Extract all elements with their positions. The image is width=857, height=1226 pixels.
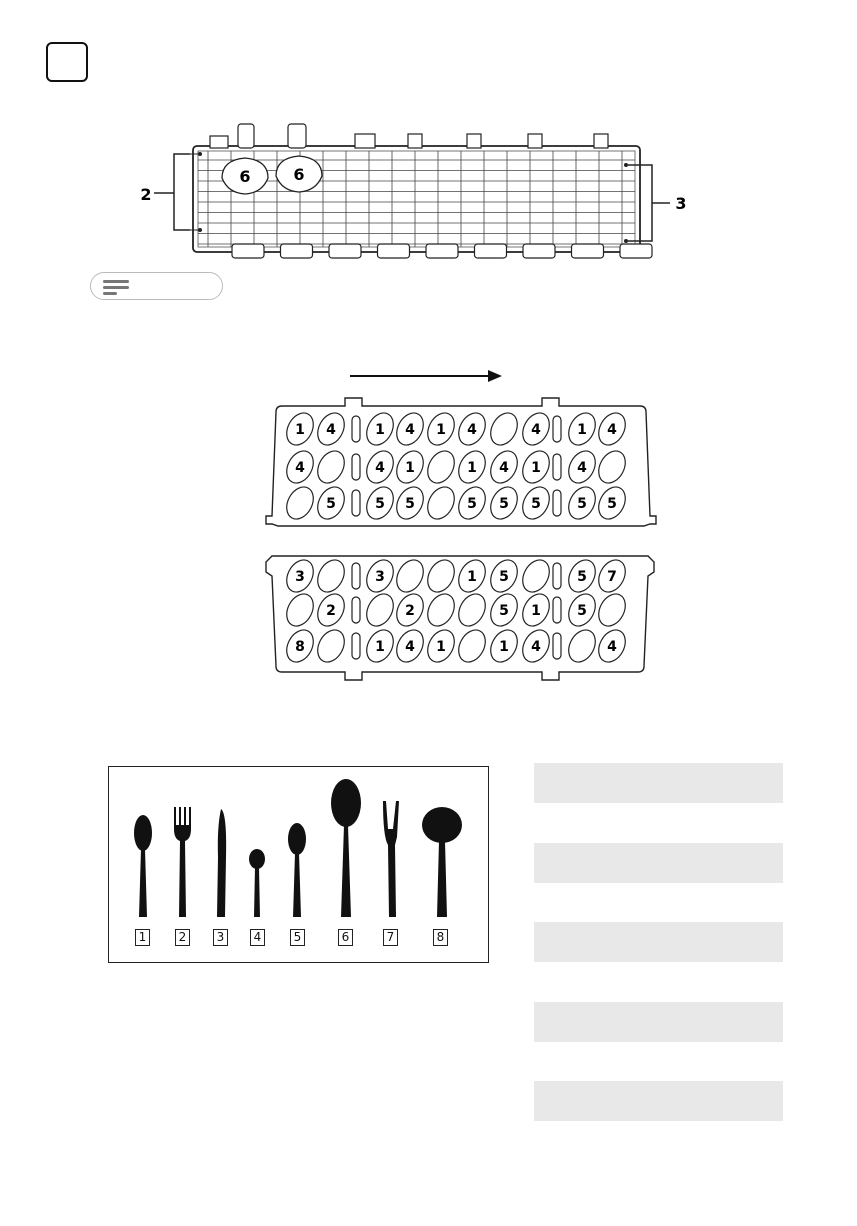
knife-icon: [217, 809, 226, 917]
lower-tray-cell-label: 5: [577, 603, 587, 619]
upper-tray-cell-label: 1: [531, 460, 541, 476]
lower-tray-cell-label: 2: [326, 603, 336, 619]
upper-tray-slot: [352, 490, 360, 516]
teaspoon-icon: [249, 849, 265, 917]
tray-diagram: [0, 380, 857, 710]
upper-tray-cell-label: 5: [531, 496, 541, 512]
upper-tray-slot: [553, 454, 561, 480]
egg-label-1: 6: [239, 167, 251, 186]
carving-fork-icon: [383, 801, 399, 917]
legend-number-3: 3: [213, 929, 228, 946]
upper-tray-cell-label: 4: [577, 460, 587, 476]
serving-spoon-icon: [331, 779, 361, 917]
lower-tray-cell-label: 3: [375, 569, 385, 585]
lower-tray-cell-label: 1: [499, 639, 509, 655]
upper-tray-cell-label: 5: [467, 496, 477, 512]
upper-tray-cell-label: 1: [577, 422, 587, 438]
lower-tray-cell-label: 4: [531, 639, 541, 655]
upper-tray-cell-label: 4: [375, 460, 385, 476]
legend-number-4: 4: [250, 929, 265, 946]
lower-tray-cell-label: 5: [499, 569, 509, 585]
upper-tray-cell-label: 4: [295, 460, 305, 476]
legend-number-6: 6: [338, 929, 353, 946]
legend-number-7: 7: [383, 929, 398, 946]
lower-tray-cell-label: 4: [607, 639, 617, 655]
egg-label-2: 6: [293, 165, 305, 184]
upper-tray-cell-label: 4: [467, 422, 477, 438]
upper-tray-cell-label: 4: [607, 422, 617, 438]
upper-tray-cell-label: 4: [499, 460, 509, 476]
lower-tray-slot: [352, 597, 360, 623]
text-placeholder-bar-3: [534, 922, 783, 962]
lower-tray-cell-label: 3: [295, 569, 305, 585]
upper-tray-cell-label: 4: [326, 422, 336, 438]
upper-tray-cell-label: 1: [436, 422, 446, 438]
lower-tray-cell-label: 7: [607, 569, 617, 585]
upper-tray-cell-label: 4: [405, 422, 415, 438]
basket-top-view: [0, 0, 857, 310]
upper-tray-cell-label: 5: [577, 496, 587, 512]
lower-tray-cell-label: 1: [375, 639, 385, 655]
cutlery-legend: [108, 766, 489, 963]
lower-tray-cell-label: 5: [499, 603, 509, 619]
soup-spoon-icon: [134, 815, 152, 917]
upper-tray-cell-label: 1: [375, 422, 385, 438]
text-placeholder-bar-5: [534, 1081, 783, 1121]
upper-tray-slot: [352, 416, 360, 442]
fork-icon: [174, 807, 191, 917]
lower-tray-cell-label: 1: [467, 569, 477, 585]
text-placeholder-bar-1: [534, 763, 783, 803]
callout-label-right: 3: [675, 194, 687, 213]
upper-tray-cell-label: 4: [531, 422, 541, 438]
text-placeholder-bar-2: [534, 843, 783, 883]
dessert-spoon-icon: [288, 823, 306, 917]
lower-tray-cell-label: 1: [436, 639, 446, 655]
upper-tray-cell-label: 1: [295, 422, 305, 438]
note-indicator: [90, 272, 223, 300]
legend-number-1: 1: [135, 929, 150, 946]
legend-number-5: 5: [290, 929, 305, 946]
lower-tray-slot: [352, 633, 360, 659]
lower-tray-slot: [553, 563, 561, 589]
upper-tray-slot: [553, 490, 561, 516]
upper-tray-slot: [553, 416, 561, 442]
lower-tray-slot: [553, 597, 561, 623]
lower-tray-slot: [553, 633, 561, 659]
upper-tray-cell-label: 1: [467, 460, 477, 476]
lower-tray-cell-label: 2: [405, 603, 415, 619]
legend-number-2: 2: [175, 929, 190, 946]
lower-tray-cell-label: 8: [295, 639, 305, 655]
lower-tray-cell-label: 4: [405, 639, 415, 655]
upper-tray-cell-label: 5: [405, 496, 415, 512]
upper-tray-cell-label: 5: [375, 496, 385, 512]
lower-tray-slot: [352, 563, 360, 589]
upper-tray-cell-label: 5: [499, 496, 509, 512]
upper-tray-cell-label: 5: [326, 496, 336, 512]
text-placeholder-bar-4: [534, 1002, 783, 1042]
callout-label-left: 2: [140, 185, 152, 204]
upper-tray-cell-label: 1: [405, 460, 415, 476]
lower-tray-cell-label: 5: [577, 569, 587, 585]
upper-tray-cell-label: 5: [607, 496, 617, 512]
lower-tray-cell-label: 1: [531, 603, 541, 619]
upper-tray-slot: [352, 454, 360, 480]
ladle-icon: [422, 807, 462, 917]
legend-number-8: 8: [433, 929, 448, 946]
